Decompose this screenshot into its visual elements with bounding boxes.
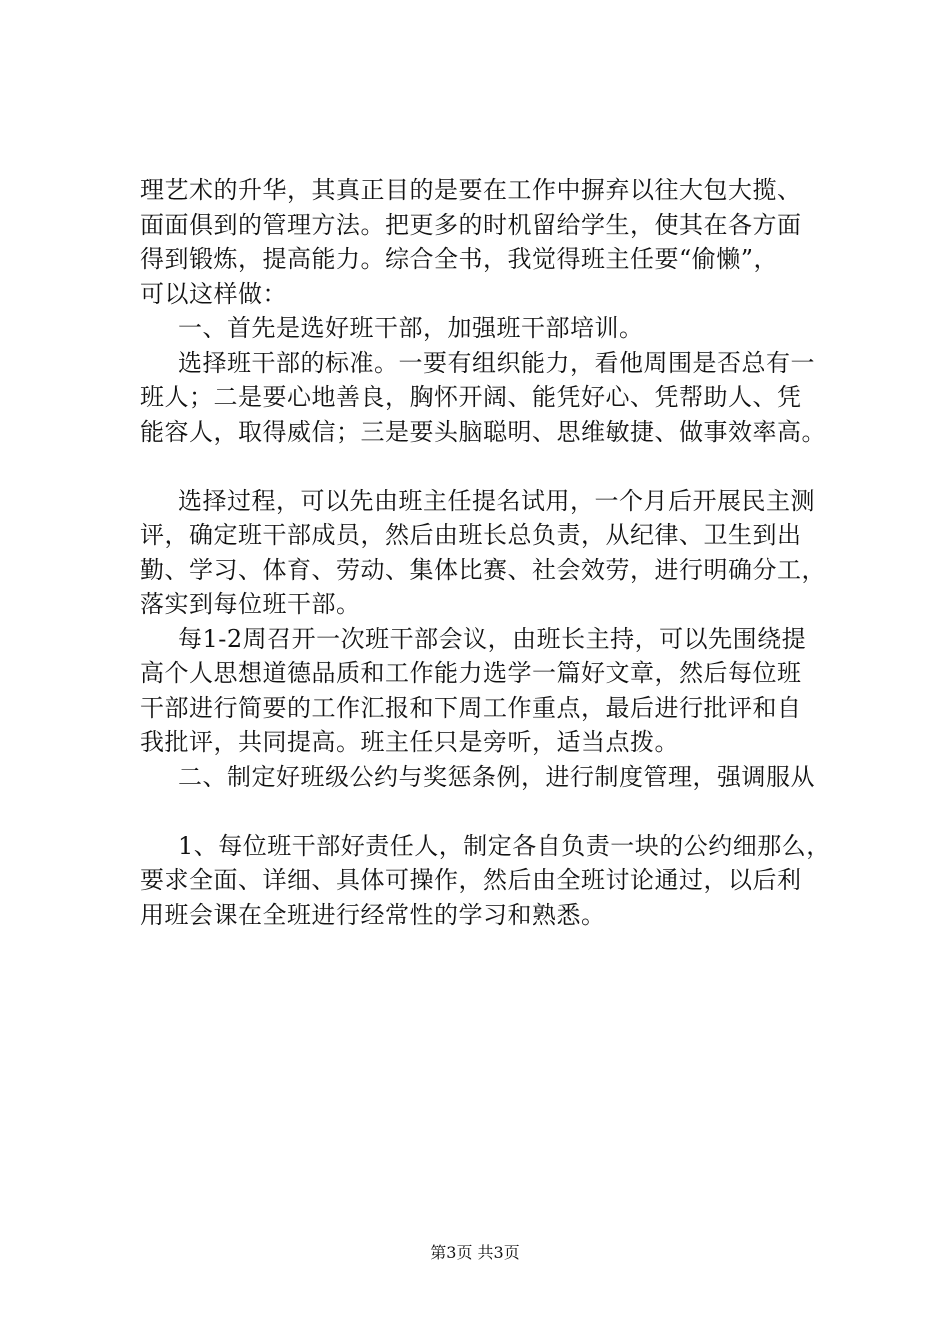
paragraph-line: 选择过程，可以先由班主任提名试用，一个月后开展民主测 [178,486,815,515]
paragraph-gap [140,794,830,829]
document-body [140,173,830,932]
paragraph-line: 高个人思想道德品质和工作能力选学一篇好文章，然后每位班 [140,659,802,687]
page-footer: 第3页 共3页 [430,1243,520,1262]
paragraph-line: 1、每位班干部好责任人，制定各自负责一块的公约细那么， [178,831,831,860]
paragraph-gap [140,449,830,484]
paragraph-line: 勤、学习、体育、劳动、集体比赛、社会效劳，进行明确分工， [140,555,826,584]
paragraph-line: 每1-2周召开一次班干部会议，由班长主持，可以先围绕提 [178,624,807,653]
paragraph-line: 能容人，取得威信；三是要头脑聪明、思维敏捷、做事效率高。 [140,417,826,446]
paragraph-line: 班人；二是要心地善良，胸怀开阔、能凭好心、凭帮助人、凭 [140,383,802,411]
paragraph-line: 落实到每位班干部。 [140,590,361,618]
paragraph-line: 用班会课在全班进行经常性的学习和熟悉。 [140,900,606,929]
section-heading-line: 二、制定好班级公约与奖惩条例，进行制度管理，强调服从 [178,762,815,791]
paragraph-line: 要求全面、详细、具体可操作，然后由全班讨论通过，以后利 [140,866,802,894]
paragraph-line: 面面俱到的管理方法。把更多的时机留给学生，使其在各方面 [140,210,802,239]
paragraph-line: 我批评，共同提高。班主任只是旁听，适当点拨。 [140,728,679,756]
paragraph-line: 可以这样做： [140,279,287,308]
paragraph-line: 选择班干部的标准。一要有组织能力，看他周围是否总有一 [178,348,815,377]
paragraph-line: 得到锻炼，提高能力。综合全书，我觉得班主任要“偷懒”， [140,245,779,273]
paragraph-line: 评，确定班干部成员，然后由班长总负责，从纪律、卫生到出 [140,521,802,549]
paragraph-line: 干部进行简要的工作汇报和下周工作重点，最后进行批评和自 [140,693,802,722]
section-heading-line: 一、首先是选好班干部，加强班干部培训。 [178,314,644,342]
paragraph-line: 理艺术的升华，其真正目的是要在工作中摒弃以往大包大揽、 [140,176,802,204]
